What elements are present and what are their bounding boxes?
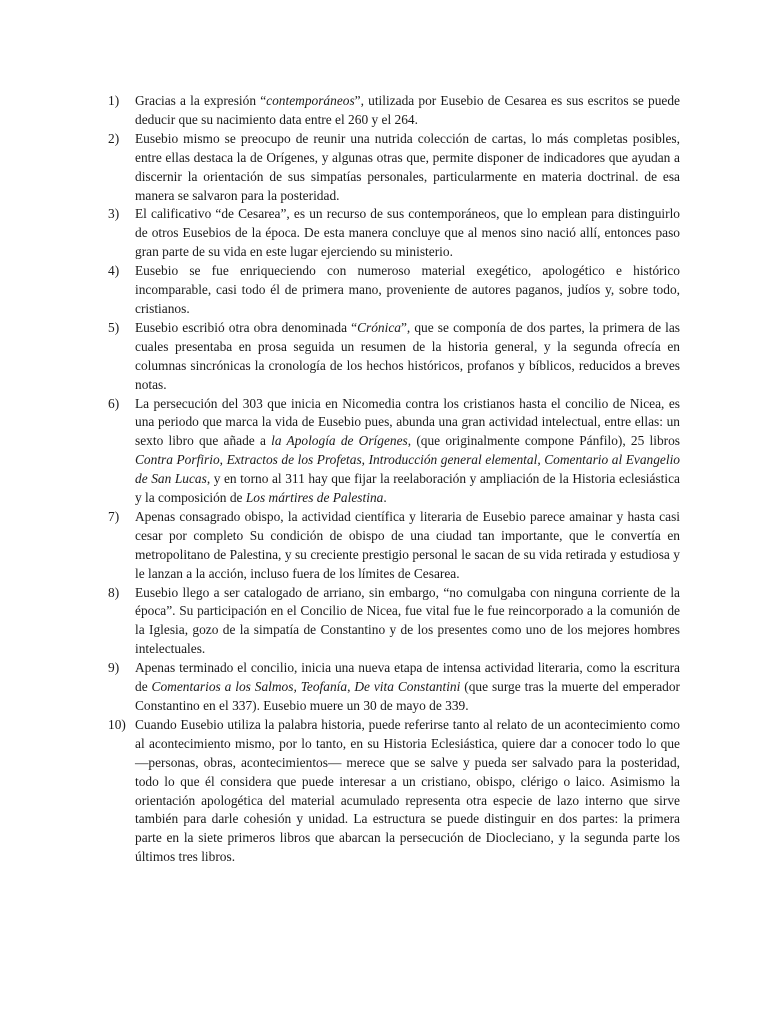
list-item-text (135, 659, 680, 716)
italic-title: la Apología de Orígenes (271, 433, 408, 449)
italic-title: Los mártires de Palestina (245, 490, 384, 506)
list-item-text (135, 716, 680, 867)
text-run: Eusebio escribió otra obra denominada “ (135, 319, 358, 335)
list-item-text (135, 262, 680, 319)
list-item (108, 508, 680, 584)
list-item-number: 5) (108, 319, 120, 335)
italic-title: Comentario al Evangelio de San Lucas (135, 452, 680, 487)
text-run: , (361, 452, 369, 468)
numbered-list (108, 92, 680, 867)
list-item-text (135, 130, 680, 206)
text-run: , (219, 452, 227, 468)
text-run: Eusebio mismo se preocupo de reunir una nutrida colección de cartas, lo más completas posibles, entre ellas destaca la de Orígenes, y algunas otras que, permite disponer de indicadores que ayudan a discernir la orientación de sus simpatías personales, particularmente en materia doctrinal. de esa manera se salvaron para la posteridad. (135, 130, 680, 203)
text-run: Apenas consagrado obispo, la actividad científica y literaria de Eusebio parece amainar y hasta casi cesar por completo Su condición de obispo de una ciudad tan importante, que le convertía en metropolitano de Palestina, y su creciente prestigio personal le sacan de su vida retirada y estudiosa y le lanzan a la acción, incluso fuera de los límites de Cesarea. (135, 508, 680, 581)
list-item (108, 262, 680, 319)
list-item-text (135, 508, 680, 584)
list-item-number: 2) (108, 130, 120, 146)
text-run: El calificativo “de Cesarea”, es un recurso de sus contemporáneos, que lo emplean para distinguirlo de otros Eusebios de la época. De esta manera concluye que al menos sino nació allí, entonces paso gran parte de su vida en este lugar ejerciendo su ministerio. (135, 206, 680, 260)
list-item-number: 10) (108, 716, 126, 732)
italic-title: Contra Porfirio (135, 452, 220, 468)
italic-title: De vita Constantini (354, 679, 461, 695)
text-run: Eusebio llego a ser catalogado de arriano, sin embargo, “no comulgaba con ninguna corriente de la época”. Su participación en el Concilio de Nicea, fue vital fue le fue reincorporado a la comunión de la Iglesia, gozo de la simpatía de Constantino y de los presentes como uno de los mejores hombres intelectuales. (135, 584, 680, 657)
text-run: ”, que se componía de dos partes, la primera de las cuales presentaba en prosa seguida un resumen de la historia general, y la segunda ofrecía en columnas sincrónicas la cronología de los hechos históricos, profanos y bíblicos, reducidos a breves notas. (135, 319, 680, 392)
text-run: ”, utilizada por Eusebio de Cesarea es sus escritos se puede deducir que su nacimiento data entre el 260 y el 264. (135, 93, 680, 127)
list-item (108, 584, 680, 660)
text-run: Apenas terminado el concilio, inicia una nueva etapa de intensa actividad literaria, como la escritura de (135, 660, 680, 695)
list-item-text (135, 319, 680, 395)
list-item (108, 130, 680, 206)
text-run: , y en torno al 311 hay que fijar la reelaboración y ampliación de la Historia eclesiástica y la composición de (135, 471, 680, 506)
list-item-number: 4) (108, 263, 120, 279)
list-item-number: 3) (108, 206, 120, 222)
text-run: Eusebio se fue enriqueciendo con numeroso material exegético, apologético e histórico incomparable, casi todo él de primera mano, proveniente de autores paganos, judíos y, sobre todo, cristianos. (135, 263, 680, 316)
italic-title: Extractos de los Profetas (226, 452, 362, 468)
list-item-number: 7) (108, 508, 120, 524)
italic-title: Comentarios a los Salmos, Teofanía (151, 679, 348, 695)
list-item-number: 9) (108, 660, 120, 676)
italic-title: Crónica (357, 319, 401, 335)
list-item-text (135, 92, 680, 130)
italic-title: Introducción general elemental (368, 452, 538, 468)
text-run: (que surge tras la muerte del emperador Constantino en el 337). Eusebio muere un 30 de mayo de 339. (135, 679, 680, 713)
list-item-text (135, 395, 680, 508)
text-run: . (383, 490, 387, 506)
list-item-text (135, 584, 680, 660)
text-run: Cuando Eusebio utiliza la palabra historia, puede referirse tanto al relato de un acontecimiento como al acontecimiento mismo, por lo tanto, en su Historia Eclesiástica, quiere dar a conocer todo lo que —personas, obras, acontecimientos— merece que se salve y pueda ser salvado para la posteridad, todo lo que él considera que puede interesar a un cristiano, obispo, clérigo o laico. Asimismo la orientación apologética del material acumulado representa otra especie de lazo interno que sirve también para darle cohesión y unidad. La estructura se puede distinguir en dos partes: la primera parte en la siete primeros libros que abarcan la persecución de Diocleciano, y la segunda parte los últimos tres libros. (135, 716, 680, 865)
list-item-text (135, 205, 680, 262)
text-run: , (347, 679, 355, 695)
italic-title: contemporáneos (266, 93, 355, 108)
list-item (108, 319, 680, 395)
list-item-number: 6) (108, 395, 120, 411)
text-run: , (que originalmente compone Pánfilo), 25 libros (407, 433, 681, 449)
text-run: La persecución del 303 que inicia en Nicomedia contra los cristianos hasta el concilio de Nicea, es una periodo que marca la vida de Eusebio pues, abunda una gran actividad intelectual, entre ellas: un sexto libro que añade a (135, 395, 680, 449)
text-run: , (537, 452, 545, 468)
list-item (108, 659, 680, 716)
list-item (108, 395, 680, 508)
text-run: Gracias a la expresión “ (135, 93, 267, 108)
list-item (108, 205, 680, 262)
list-item-number: 1) (108, 93, 120, 108)
list-item (108, 92, 680, 130)
list-item-number: 8) (108, 584, 120, 600)
list-item (108, 716, 680, 867)
